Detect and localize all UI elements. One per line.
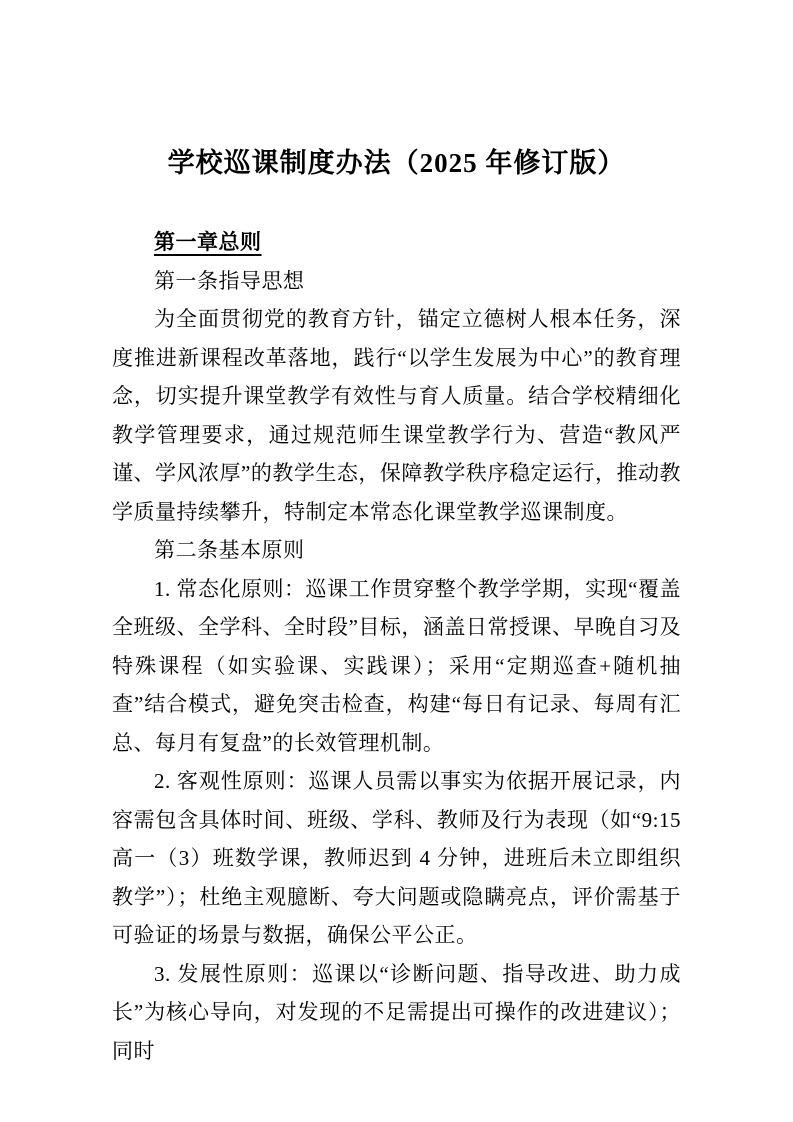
body-paragraph (112, 955, 681, 1071)
chapter-heading (112, 223, 681, 262)
document-body (112, 223, 681, 1070)
paragraph-text: 第二条基本原则 (154, 538, 305, 563)
body-paragraph (112, 300, 681, 531)
paragraph-text: 3. 发展性原则：巡课以“诊断问题、指导改进、助力成长”为核心导向，对发现的不足需提出可操作的改进建议）；同时 (112, 961, 681, 1063)
paragraph-text: 1. 常态化原则：巡课工作贯穿整个教学学期，实现“覆盖全班级、全学科、全时段”目标，涵盖日常授课、早晚自习及特殊课程（如实验课、实践课）；采用“定期巡查+随机抽查”结合模式，避免突击检查，构建“每日有记录、每周有汇总、每月有复盘”的长效管理机制。 (112, 576, 681, 755)
body-paragraph (112, 570, 681, 763)
paragraph-text: 第一条指导思想 (154, 268, 305, 293)
paragraph-text: 为全面贯彻党的教育方针，锚定立德树人根本任务，深度推进新课程改革落地，践行“以学生发展为中心”的教育理念，切实提升课堂教学有效性与育人质量。结合学校精细化教学管理要求，通过规范师生课堂教学行为、营造“教风严谨、学风浓厚”的教学生态，保障教学秩序稳定运行，推动教学质量持续攀升，特制定本常态化课堂教学巡课制度。 (112, 307, 681, 524)
document-title: 学校巡课制度办法（2025 年修订版） (167, 148, 626, 178)
article-heading (112, 531, 681, 570)
article-heading (112, 262, 681, 301)
body-paragraph (112, 762, 681, 955)
paragraph-text: 2. 客观性原则：巡课人员需以事实为依据开展记录，内容需包含具体时间、班级、学科、教师及行为表现（如“9:15 高一（3）班数学课，教师迟到 4 分钟，进班后未立即组织教学”）；杜绝主观臆断、夸大问题或隐瞒亮点，评价需基于可验证的场景与数据，确保公平公正。 (112, 769, 681, 948)
paragraph-text: 第一章总则 (154, 230, 262, 255)
